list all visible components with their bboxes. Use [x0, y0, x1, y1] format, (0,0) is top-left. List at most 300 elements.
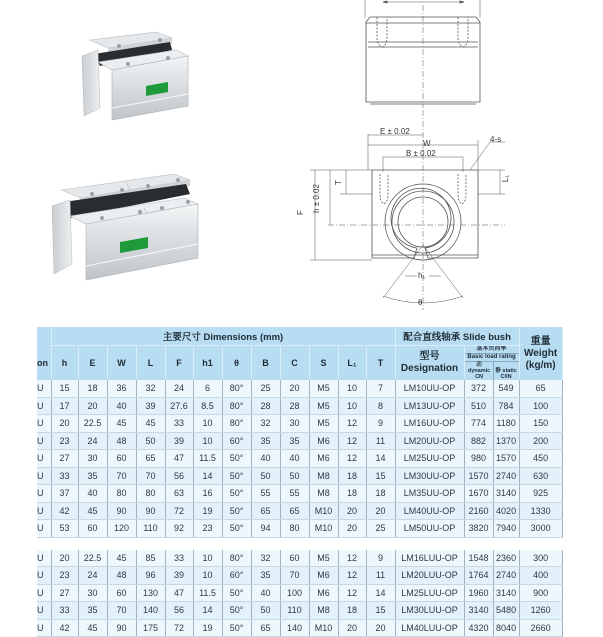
cell-model: U: [37, 397, 51, 415]
table-row: [37, 467, 562, 485]
cell-designation: LM30LUU-OP: [395, 602, 464, 620]
cell-static-load: 1180: [493, 415, 519, 433]
cell-B: 65: [251, 619, 280, 637]
cell-dynamic-load: 2160: [464, 502, 493, 520]
dim-label-F: F: [295, 210, 305, 215]
long-block-image: [44, 168, 204, 288]
cell-F: 56: [165, 467, 193, 485]
cell-static-load: 8040: [493, 619, 519, 637]
cell-designation: LM35UU-OP: [395, 485, 464, 503]
cell-T: 14: [366, 450, 395, 468]
col-header-W: W: [107, 346, 136, 381]
table-row: [37, 397, 562, 415]
cell-F: 24: [165, 380, 193, 397]
load-rating-cn: 基本负荷率: [465, 346, 519, 354]
cell-B: 50: [251, 602, 280, 620]
cell-S: M6: [309, 567, 338, 585]
table-row: [37, 380, 562, 397]
cell-weight: 400: [519, 567, 562, 585]
cell-L1: 10: [338, 380, 366, 397]
cell-h1: 8.5: [193, 397, 222, 415]
cell-static-load: 7940: [493, 520, 519, 538]
cell-F: 33: [165, 550, 193, 567]
dim-label-h: h ± 0.02: [311, 184, 321, 213]
cell-B: 35: [251, 432, 280, 450]
designation-header: [395, 346, 464, 381]
cell-S: M5: [309, 550, 338, 567]
cell-static-load: 3140: [493, 485, 519, 503]
cell-B: 40: [251, 450, 280, 468]
cell-weight: 1260: [519, 602, 562, 620]
cell-h1: 10: [193, 432, 222, 450]
cell-C: 80: [280, 520, 309, 538]
slide-bush-group-header: 配合直线轴承 Slide bush: [395, 327, 519, 346]
cell-F: 56: [165, 602, 193, 620]
cell-L: 85: [136, 550, 165, 567]
cell-dynamic-load: 1960: [464, 584, 493, 602]
cell-weight: 65: [519, 380, 562, 397]
cell-L: 50: [136, 432, 165, 450]
table-row: [37, 602, 562, 620]
cell-B: 55: [251, 485, 280, 503]
cell-weight: 200: [519, 432, 562, 450]
cell-W: 70: [107, 602, 136, 620]
dynamic-label: 动 dynamic CN: [465, 362, 494, 380]
cell-F: 33: [165, 415, 193, 433]
cell-C: 140: [280, 619, 309, 637]
cell-L1: 12: [338, 584, 366, 602]
cell-W: 90: [107, 502, 136, 520]
weight-header-unit: (kg/m): [525, 359, 556, 371]
cell-L: 110: [136, 520, 165, 538]
cell-L1: 12: [338, 567, 366, 585]
cell-L1: 12: [338, 432, 366, 450]
cell-h: 17: [51, 397, 78, 415]
cell-F: 47: [165, 450, 193, 468]
cell-L1: 12: [338, 550, 366, 567]
cell-W: 60: [107, 584, 136, 602]
cell-theta: 50°: [222, 485, 251, 503]
cell-L1: 18: [338, 485, 366, 503]
product-photo-short-block: [72, 28, 192, 128]
cell-model: U: [37, 432, 51, 450]
cell-E: 18: [78, 380, 107, 397]
product-photo-long-block: [44, 168, 204, 288]
cell-model: U: [37, 415, 51, 433]
cell-h1: 10: [193, 415, 222, 433]
cell-theta: 80°: [222, 397, 251, 415]
cell-L: 70: [136, 467, 165, 485]
cell-dynamic-load: 774: [464, 415, 493, 433]
cell-B: 40: [251, 584, 280, 602]
cell-theta: 80°: [222, 380, 251, 397]
cell-L1: 18: [338, 467, 366, 485]
cell-h: 27: [51, 584, 78, 602]
cell-dynamic-load: 372: [464, 380, 493, 397]
cell-dynamic-load: 510: [464, 397, 493, 415]
cell-S: M10: [309, 619, 338, 637]
table-row: [37, 520, 562, 538]
cell-weight: 630: [519, 467, 562, 485]
cell-L: 39: [136, 397, 165, 415]
cell-h: 23: [51, 567, 78, 585]
cell-static-load: 784: [493, 397, 519, 415]
cell-dynamic-load: 882: [464, 432, 493, 450]
cell-T: 20: [366, 502, 395, 520]
cell-S: M10: [309, 520, 338, 538]
cell-F: 39: [165, 567, 193, 585]
cell-C: 50: [280, 467, 309, 485]
cell-static-load: 2360: [493, 550, 519, 567]
cell-T: 9: [366, 415, 395, 433]
cell-C: 55: [280, 485, 309, 503]
short-block-image: [72, 28, 192, 128]
model-group-header: [37, 327, 51, 346]
cell-W: 90: [107, 619, 136, 637]
cell-C: 20: [280, 380, 309, 397]
cell-h1: 14: [193, 467, 222, 485]
cell-L: 175: [136, 619, 165, 637]
cell-C: 60: [280, 550, 309, 567]
model-col-header: on: [37, 346, 51, 381]
cell-theta: 60°: [222, 432, 251, 450]
cell-T: 18: [366, 485, 395, 503]
cell-W: 40: [107, 397, 136, 415]
cell-weight: 2660: [519, 619, 562, 637]
cell-h: 23: [51, 432, 78, 450]
col-header-L: L: [136, 346, 165, 381]
cell-W: 48: [107, 432, 136, 450]
cell-C: 35: [280, 432, 309, 450]
col-header-F: F: [165, 346, 193, 381]
cell-model: U: [37, 467, 51, 485]
cell-B: 65: [251, 502, 280, 520]
cell-theta: 50°: [222, 584, 251, 602]
cell-B: 28: [251, 397, 280, 415]
cell-model: U: [37, 450, 51, 468]
cell-dynamic-load: 3820: [464, 520, 493, 538]
spec-table-body: [37, 380, 562, 637]
cell-static-load: 5480: [493, 602, 519, 620]
cell-S: M6: [309, 432, 338, 450]
cell-E: 35: [78, 467, 107, 485]
col-header-h1: h1: [193, 346, 222, 381]
cell-E: 22.5: [78, 415, 107, 433]
static-label: 静 static C0N: [495, 368, 517, 380]
cell-F: 27.6: [165, 397, 193, 415]
cell-C: 65: [280, 502, 309, 520]
cell-S: M5: [309, 397, 338, 415]
designation-header-en: Designation: [400, 363, 459, 374]
cell-theta: 50°: [222, 502, 251, 520]
cell-static-load: 549: [493, 380, 519, 397]
cell-C: 100: [280, 584, 309, 602]
front-view-drawing: [280, 110, 530, 320]
cell-designation: LM25LUU-OP: [395, 584, 464, 602]
table-row: [37, 619, 562, 637]
table-row: [37, 502, 562, 520]
cell-C: 30: [280, 415, 309, 433]
cell-designation: LM20UU-OP: [395, 432, 464, 450]
cell-h1: 19: [193, 619, 222, 637]
cell-L: 130: [136, 584, 165, 602]
load-rating-en: Basic load rating: [465, 354, 519, 362]
col-header-theta: θ: [222, 346, 251, 381]
cell-L1: 20: [338, 520, 366, 538]
cell-model: U: [37, 567, 51, 585]
cell-h: 27: [51, 450, 78, 468]
cell-dynamic-load: 4320: [464, 619, 493, 637]
cell-B: 94: [251, 520, 280, 538]
cell-designation: LM16LUU-OP: [395, 550, 464, 567]
cell-L: 45: [136, 415, 165, 433]
cell-C: 70: [280, 567, 309, 585]
cell-h: 37: [51, 485, 78, 503]
cell-W: 120: [107, 520, 136, 538]
cell-B: 25: [251, 380, 280, 397]
cell-theta: 60°: [222, 567, 251, 585]
spec-table: [37, 327, 562, 637]
cell-h1: 16: [193, 485, 222, 503]
dim-label-h1: h₁: [418, 271, 426, 280]
cell-static-load: 4020: [493, 502, 519, 520]
cell-weight: 900: [519, 584, 562, 602]
cell-model: U: [37, 485, 51, 503]
dim-label-holes: 4-s: [490, 135, 502, 144]
dim-label-L1: L₁: [501, 174, 511, 183]
cell-W: 48: [107, 567, 136, 585]
cell-dynamic-load: 1764: [464, 567, 493, 585]
dim-label-W: W: [423, 139, 431, 148]
side-view-drawing: [340, 0, 520, 110]
cell-F: 72: [165, 502, 193, 520]
cell-dynamic-load: 1548: [464, 550, 493, 567]
cell-h: 42: [51, 502, 78, 520]
cell-h1: 11.5: [193, 584, 222, 602]
cell-E: 30: [78, 584, 107, 602]
cell-S: M5: [309, 380, 338, 397]
cell-designation: LM16UU-OP: [395, 415, 464, 433]
col-header-L1: L₁: [338, 346, 366, 381]
cell-dynamic-load: 1670: [464, 485, 493, 503]
cell-T: 11: [366, 567, 395, 585]
cell-S: M10: [309, 502, 338, 520]
cell-S: M8: [309, 485, 338, 503]
cell-C: 28: [280, 397, 309, 415]
cell-h1: 23: [193, 520, 222, 538]
designation-header-cn: 型号: [419, 351, 440, 362]
cell-h1: 10: [193, 550, 222, 567]
cell-L: 90: [136, 502, 165, 520]
cell-B: 32: [251, 550, 280, 567]
cell-model: U: [37, 602, 51, 620]
cell-L: 96: [136, 567, 165, 585]
cell-designation: LM13UU-OP: [395, 397, 464, 415]
cell-T: 20: [366, 619, 395, 637]
cell-W: 36: [107, 380, 136, 397]
cell-h: 33: [51, 467, 78, 485]
cell-static-load: 3140: [493, 584, 519, 602]
cell-E: 24: [78, 432, 107, 450]
cell-dynamic-load: 1570: [464, 467, 493, 485]
cell-designation: LM40LUU-OP: [395, 619, 464, 637]
cell-model: U: [37, 380, 51, 397]
col-header-E: E: [78, 346, 107, 381]
cell-F: 39: [165, 432, 193, 450]
cell-T: 11: [366, 432, 395, 450]
cell-static-load: 2740: [493, 467, 519, 485]
weight-header-cn: 重量: [530, 335, 551, 347]
cell-model: U: [37, 502, 51, 520]
cell-h: 15: [51, 380, 78, 397]
cell-model: U: [37, 584, 51, 602]
cell-L: 32: [136, 380, 165, 397]
col-header-h: h: [51, 346, 78, 381]
cell-weight: 450: [519, 450, 562, 468]
cell-T: 9: [366, 550, 395, 567]
cell-theta: 80°: [222, 550, 251, 567]
cell-E: 30: [78, 450, 107, 468]
cell-F: 72: [165, 619, 193, 637]
table-row: [37, 450, 562, 468]
cell-W: 45: [107, 415, 136, 433]
cell-dynamic-load: 980: [464, 450, 493, 468]
cell-h1: 6: [193, 380, 222, 397]
cell-h: 20: [51, 550, 78, 567]
cell-F: 92: [165, 520, 193, 538]
cell-model: U: [37, 550, 51, 567]
cell-E: 22.5: [78, 550, 107, 567]
table-row: [37, 432, 562, 450]
table-row: [37, 567, 562, 585]
cell-S: M8: [309, 467, 338, 485]
table-row: [37, 415, 562, 433]
cell-static-load: 1570: [493, 450, 519, 468]
cell-C: 40: [280, 450, 309, 468]
cell-C: 110: [280, 602, 309, 620]
dimensions-group-header: 主要尺寸 Dimensions (mm): [51, 327, 395, 346]
cell-h: 42: [51, 619, 78, 637]
cell-theta: 80°: [222, 415, 251, 433]
cell-weight: 100: [519, 397, 562, 415]
cell-S: M6: [309, 450, 338, 468]
cell-E: 60: [78, 520, 107, 538]
cell-weight: 300: [519, 550, 562, 567]
cell-h1: 14: [193, 602, 222, 620]
cell-E: 20: [78, 397, 107, 415]
cell-L: 65: [136, 450, 165, 468]
cell-designation: LM40UU-OP: [395, 502, 464, 520]
cell-E: 45: [78, 502, 107, 520]
cell-E: 45: [78, 619, 107, 637]
cell-weight: 150: [519, 415, 562, 433]
cell-T: 7: [366, 380, 395, 397]
dim-label-T: T: [333, 180, 343, 185]
cell-W: 70: [107, 467, 136, 485]
cell-B: 50: [251, 467, 280, 485]
cell-E: 24: [78, 567, 107, 585]
cell-h1: 10: [193, 567, 222, 585]
cell-theta: 50°: [222, 467, 251, 485]
dim-label-theta: θ: [418, 298, 423, 307]
cell-T: 25: [366, 520, 395, 538]
cell-L: 80: [136, 485, 165, 503]
dim-label-B: B ± 0.02: [406, 149, 436, 158]
cell-W: 80: [107, 485, 136, 503]
group-separator: [37, 537, 562, 550]
cell-E: 40: [78, 485, 107, 503]
cell-static-load: 1370: [493, 432, 519, 450]
cell-L1: 12: [338, 450, 366, 468]
weight-header-en: Weight: [524, 347, 558, 359]
load-rating-header: [464, 346, 519, 381]
cell-B: 35: [251, 567, 280, 585]
cell-T: 14: [366, 584, 395, 602]
cell-W: 45: [107, 550, 136, 567]
cell-static-load: 2740: [493, 567, 519, 585]
cell-L1: 12: [338, 415, 366, 433]
cell-h: 33: [51, 602, 78, 620]
cell-W: 60: [107, 450, 136, 468]
cell-theta: 50°: [222, 619, 251, 637]
cell-S: M8: [309, 602, 338, 620]
cell-theta: 50°: [222, 450, 251, 468]
col-header-C: C: [280, 346, 309, 381]
cell-B: 32: [251, 415, 280, 433]
cell-model: U: [37, 520, 51, 538]
cell-F: 47: [165, 584, 193, 602]
cell-T: 15: [366, 467, 395, 485]
cell-T: 15: [366, 602, 395, 620]
cell-designation: LM10UU-OP: [395, 380, 464, 397]
cell-h: 20: [51, 415, 78, 433]
table-row: [37, 550, 562, 567]
cell-h1: 11.5: [193, 450, 222, 468]
cell-weight: 1330: [519, 502, 562, 520]
cell-L1: 20: [338, 619, 366, 637]
cell-designation: LM30UU-OP: [395, 467, 464, 485]
cell-weight: 3000: [519, 520, 562, 538]
cell-F: 63: [165, 485, 193, 503]
table-row: [37, 584, 562, 602]
cell-designation: LM25UU-OP: [395, 450, 464, 468]
cell-h1: 19: [193, 502, 222, 520]
cell-E: 35: [78, 602, 107, 620]
cell-S: M5: [309, 415, 338, 433]
cell-L1: 20: [338, 502, 366, 520]
cell-designation: LM20LUU-OP: [395, 567, 464, 585]
cell-T: 8: [366, 397, 395, 415]
col-header-S: S: [309, 346, 338, 381]
cell-designation: LM50UU-OP: [395, 520, 464, 538]
cell-theta: 50°: [222, 520, 251, 538]
weight-header: [519, 327, 562, 380]
cell-S: M6: [309, 584, 338, 602]
cell-h: 53: [51, 520, 78, 538]
cell-dynamic-load: 3140: [464, 602, 493, 620]
cell-weight: 925: [519, 485, 562, 503]
col-header-T: T: [366, 346, 395, 381]
cell-L1: 10: [338, 397, 366, 415]
cell-model: U: [37, 619, 51, 637]
table-row: [37, 485, 562, 503]
cell-L1: 18: [338, 602, 366, 620]
col-header-B: B: [251, 346, 280, 381]
dim-label-E: E ± 0.02: [380, 127, 410, 136]
cell-theta: 50°: [222, 602, 251, 620]
separator-cell: [37, 537, 562, 550]
cell-L: 140: [136, 602, 165, 620]
